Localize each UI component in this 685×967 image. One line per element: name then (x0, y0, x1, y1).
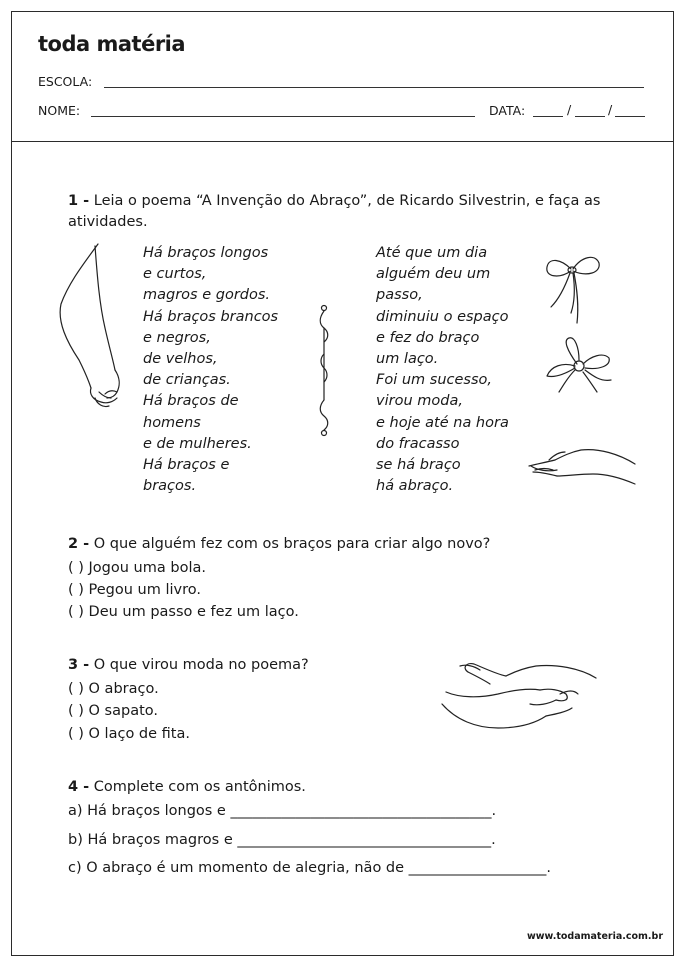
poem-line: homens (143, 414, 201, 431)
header-divider (11, 141, 674, 142)
name-label: NOME: (38, 103, 81, 118)
poem-line: Há braços brancos (143, 308, 279, 325)
question-2 (68, 534, 628, 555)
q3-option-2[interactable]: ( ) O sapato. (68, 703, 158, 719)
poem-line: e curtos, (143, 266, 207, 283)
poem-line: e fez do braço (376, 329, 480, 346)
poem-left-column (143, 243, 278, 497)
poem-line: Há braços de (143, 393, 239, 410)
q4-item-b[interactable]: b) Há braços magros e ___________________________________. (68, 832, 496, 848)
bow-tie-knot-icon (545, 336, 615, 396)
question-4 (68, 777, 628, 798)
poem-line: do fracasso (376, 435, 460, 452)
hug-arms-icon (440, 654, 600, 734)
poem-line: passo, (376, 287, 423, 304)
poem-line: e negros, (143, 329, 211, 346)
date-month-field[interactable] (575, 116, 605, 117)
date-label: DATA: (489, 103, 526, 118)
poem-line: se há braço (376, 457, 461, 474)
poem-line: e hoje até na hora (376, 414, 509, 431)
q3-option-3[interactable]: ( ) O laço de fita. (68, 726, 190, 742)
ribbon-bow-icon (543, 247, 603, 327)
arm-reaching-down-icon (55, 242, 125, 412)
brand-logo: toda matéria (38, 32, 186, 56)
question-1-number: 1 - (68, 193, 90, 209)
question-3 (68, 655, 428, 676)
poem-line: virou moda, (376, 393, 463, 410)
footer-url[interactable]: www.todamateria.com.br (527, 931, 664, 942)
question-4-number: 4 - (68, 779, 90, 795)
poem-line: braços. (143, 478, 197, 495)
date-year-field[interactable] (615, 116, 645, 117)
poem-line: alguém deu um (376, 266, 491, 283)
poem-line: Foi um sucesso, (376, 372, 492, 389)
question-1-text: Leia o poema “A Invenção do Abraço”, de Ricardo Silvestrin, e faça as atividades. (68, 193, 601, 230)
poem-line: de crianças. (143, 372, 231, 389)
poem-line: e de mulheres. (143, 435, 252, 452)
q4-item-a[interactable]: a) Há braços longos e ____________________________________. (68, 803, 497, 819)
poem-line: um laço. (376, 351, 439, 368)
ornamental-divider-icon (316, 304, 332, 438)
school-label: ESCOLA: (38, 74, 93, 89)
poem-line: magros e gordos. (143, 287, 271, 304)
poem-right-column (376, 243, 509, 497)
name-field[interactable] (91, 116, 475, 117)
date-separator: / (567, 102, 572, 117)
q4-item-c[interactable]: c) O abraço é um momento de alegria, não de ___________________. (68, 860, 552, 876)
q2-option-2[interactable]: ( ) Pegou um livro. (68, 582, 201, 598)
open-hand-icon (527, 440, 637, 488)
poem-line: diminuiu o espaço (376, 308, 509, 325)
date-day-field[interactable] (533, 116, 563, 117)
q3-option-1[interactable]: ( ) O abraço. (68, 681, 159, 697)
school-field[interactable] (104, 87, 644, 88)
question-3-number: 3 - (68, 657, 90, 673)
question-2-text: O que alguém fez com os braços para criar algo novo? (89, 536, 491, 552)
q2-option-1[interactable]: ( ) Jogou uma bola. (68, 560, 206, 576)
question-3-text: O que virou moda no poema? (89, 657, 309, 673)
question-4-text: Complete com os antônimos. (89, 779, 306, 795)
poem-line: de velhos, (143, 351, 218, 368)
question-2-number: 2 - (68, 536, 90, 552)
q2-option-3[interactable]: ( ) Deu um passo e fez um laço. (68, 604, 299, 620)
date-separator: / (608, 102, 613, 117)
poem-line: Há braços e (143, 457, 230, 474)
poem-line: Há braços longos (143, 245, 269, 261)
poem-line: há abraço. (376, 478, 454, 495)
question-1 (68, 191, 628, 233)
poem-line: Até que um dia (376, 245, 488, 261)
